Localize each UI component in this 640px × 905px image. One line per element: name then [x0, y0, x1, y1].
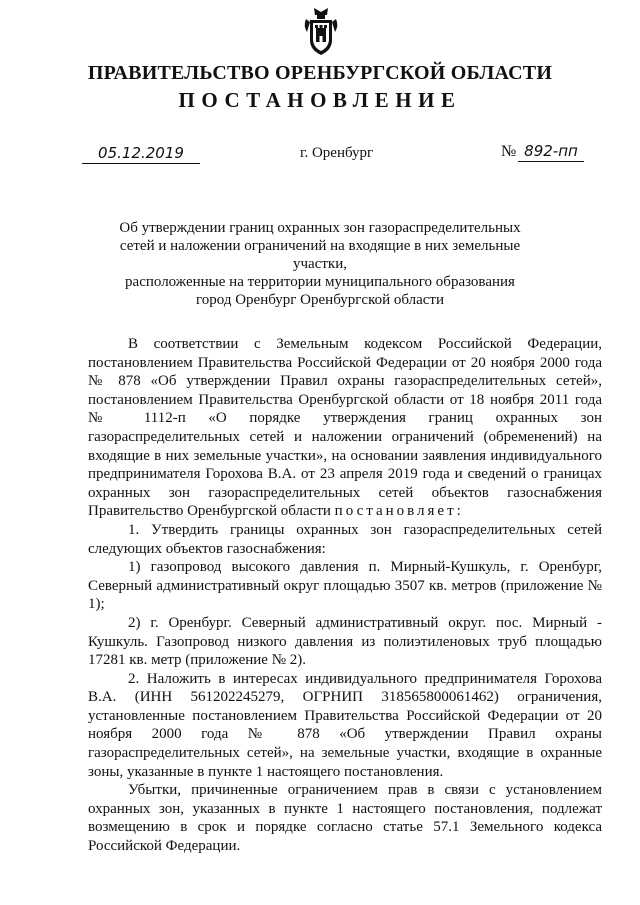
decree-title [100, 219, 540, 309]
clause-1-item-1: 1) газопровод высокого давления п. Мирный-Кушкуль, г. Оренбург, Северный административный округ площадью 3507 кв. метров (приложение № 1); [88, 559, 602, 613]
decree-number: 892-пп [518, 141, 584, 162]
decree-body [88, 335, 602, 856]
clause-1: 1. Утвердить границы охранных зон газораспределительных сетей следующих объектов газоснабжения: [88, 521, 602, 557]
decree-number-label: № [501, 143, 517, 160]
title-line: сетей и наложении ограничений на входящие в них земельные участки, [119, 238, 521, 272]
clause-1-item-2: 2) г. Оренбург. Северный административный округ. пос. Мирный - Кушкуль. Газопровод низкого давления из полиэтиленовых труб площадью 17281 кв. метр (приложение № 2). [88, 614, 602, 669]
losses-paragraph: Убытки, причиненные ограничением прав в связи с установлением охранных зон, указанных в пункте 1 настоящего постановления, подлежат возмещению в срок и порядке согласно статье 57.1 Земельного кодекса Российской Федерации. [88, 782, 602, 855]
document-type: ПОСТАНОВЛЕНИЕ [178, 88, 462, 112]
title-line: расположенные на территории муниципального образования [125, 274, 515, 290]
preamble-text: В соответствии с Земельным кодексом Российской Федерации, постановлением Правительства Российской Федерации от 20 ноября 2000 года № 878 «Об утверждении Правил охраны газораспределительных сетей», постановлением Правительства Оренбургской области от 18 ноября 2011 года № 1112-п «О порядке утверждения границ охранных зон газораспределительных сетей и наложении ограничений (обременений) на входящие в них земельные участки», на основании заявления индивидуального предпринимателя Горохова В.А. от 23 апреля 2019 года и сведений о границах охранных зон газораспределительных сетей объектов газоснабжения Правительство Оренбургской области [88, 336, 602, 520]
title-line: город Оренбург Оренбургской области [195, 292, 445, 308]
clause-2: 2. Наложить в интересах индивидуального предпринимателя Горохова В.А. (ИНН 561202245279, ОГРНИП 318565800061462) ограничения, установленные постановлением Правительства Российской Федерации от 20 ноября 2000 года № 878 «Об утверждении Правил охраны газораспределительных сетей», на земельные участки, входящие в охранные зоны, указанные в пункте 1 настоящего постановления. [88, 670, 602, 780]
title-line: Об утверждении границ охранных зон газораспределительных [119, 220, 521, 236]
coat-of-arms-icon [302, 6, 340, 58]
decree-city: г. Оренбург [300, 145, 374, 161]
government-name: ПРАВИТЕЛЬСТВО ОРЕНБУРГСКОЙ ОБЛАСТИ [87, 62, 553, 84]
resolves-word: постановляет: [334, 503, 464, 520]
preamble-paragraph [88, 335, 602, 521]
decree-date: 05.12.2019 [82, 143, 200, 164]
